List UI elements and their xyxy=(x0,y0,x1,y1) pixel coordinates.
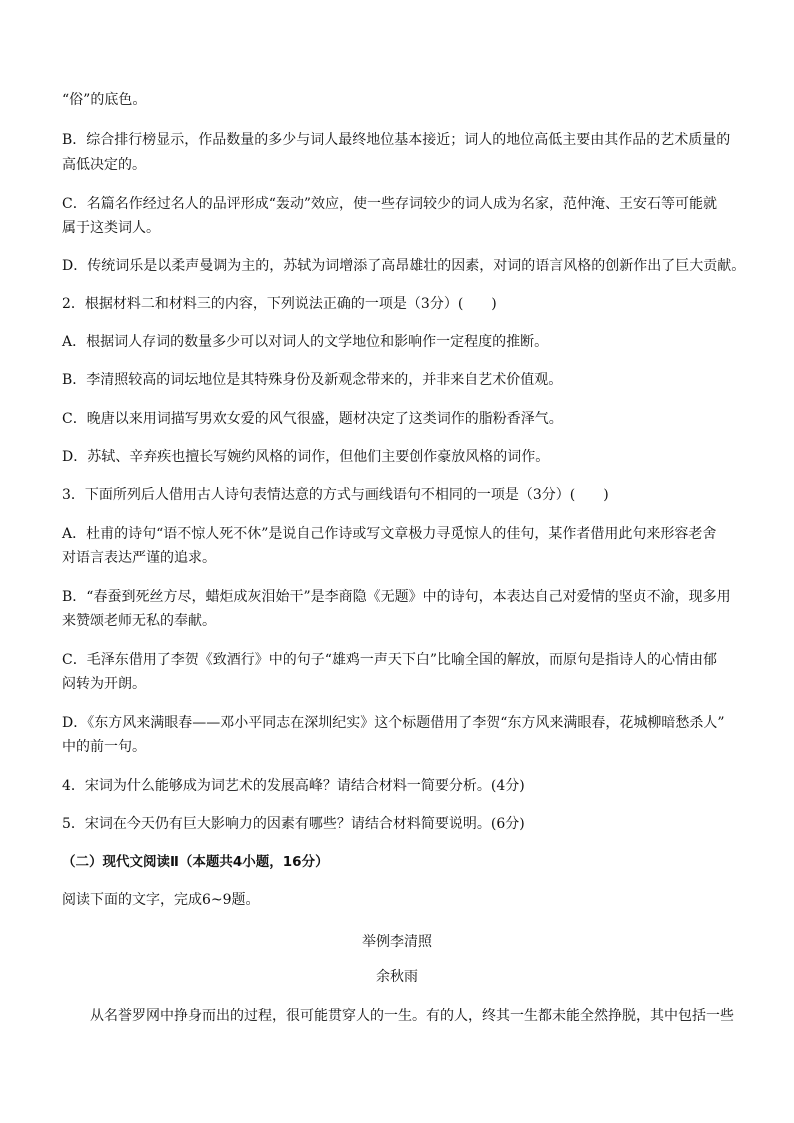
option-b-line2: 高低决定的。 xyxy=(62,157,146,173)
article-title: 举例李清照 xyxy=(362,934,432,950)
question-5: 5．宋词在今天仍有巨大影响力的因素有哪些？请结合材料简要说明。(6分) xyxy=(62,816,525,832)
option-c-line2: 属于这类词人。 xyxy=(62,220,160,236)
q3-option-b-line1: B．“春蚕到死丝方尽，蜡炬成灰泪始干”是李商隐《无题》中的诗句，本表达自己对爱情的坚贞不渝，现多用 xyxy=(62,589,731,605)
q3-option-d-line2: 中的前一句。 xyxy=(62,739,146,755)
q3-option-a-line2: 对语言表达严谨的追求。 xyxy=(62,550,216,566)
section-heading: （二）现代文阅读Ⅱ（本题共4小题，16分） xyxy=(62,854,329,870)
question-3: 3．下面所列后人借用古人诗句表情达意的方式与画线语句不相同的一项是（3分）( ) xyxy=(62,487,609,503)
q3-option-c-line2: 闷转为开朗。 xyxy=(62,676,146,692)
q3-option-c-line1: C．毛泽东借用了李贺《致酒行》中的句子“雄鸡一声天下白”比喻全国的解放，而原句是指诗人的心情由郁 xyxy=(62,652,718,668)
question-2: 2．根据材料二和材料三的内容，下列说法正确的一项是（3分）( ) xyxy=(62,296,497,312)
option-d: D．传统词乐是以柔声曼调为主的，苏轼为词增添了高昂雄壮的因素，对词的语言风格的创新作出了巨大贡献。 xyxy=(62,258,746,274)
q3-option-b-line2: 来赞颂老师无私的奉献。 xyxy=(62,613,216,629)
q2-option-a: A．根据词人存词的数量多少可以对词人的文学地位和影响作一定程度的推断。 xyxy=(62,334,549,350)
option-c-line1: C．名篇名作经过名人的品评形成“轰动”效应，使一些存词较少的词人成为名家，范仲淹、王安石等可能就 xyxy=(62,196,718,212)
option-b-line1: B．综合排行榜显示，作品数量的多少与词人最终地位基本接近；词人的地位高低主要由其作品的艺术质量的 xyxy=(62,132,731,148)
q3-option-a-line1: A．杜甫的诗句“语不惊人死不休”是说自己作诗或写文章极力寻觅惊人的佳句，某作者借用此句来形容老舍 xyxy=(62,526,717,542)
reading-instruction: 阅读下面的文字，完成6~9题。 xyxy=(62,892,260,908)
text-line: “俗”的底色。 xyxy=(62,92,147,108)
q2-option-b: B．李清照较高的词坛地位是其特殊身份及新观念带来的，并非来自艺术价值观。 xyxy=(62,372,563,388)
question-4: 4．宋词为什么能够成为词艺术的发展高峰？请结合材料一简要分析。(4分) xyxy=(62,778,525,794)
article-author: 余秋雨 xyxy=(376,969,418,985)
q3-option-d-line1: D．《东方风来满眼春——邓小平同志在深圳纪实》这个标题借用了李贺“东方风来满眼春，花城柳暗愁杀人” xyxy=(62,715,725,731)
article-paragraph: 从名誉罗网中挣身而出的过程，很可能贯穿人的一生。有的人，终其一生都未能全然挣脱，其中包括一些 xyxy=(90,1008,734,1024)
q2-option-c: C．晚唐以来用词描写男欢女爱的风气很盛，题材决定了这类词作的脂粉香泽气。 xyxy=(62,411,563,427)
q2-option-d: D．苏轼、辛弃疾也擅长写婉约风格的词作，但他们主要创作豪放风格的词作。 xyxy=(62,449,550,465)
